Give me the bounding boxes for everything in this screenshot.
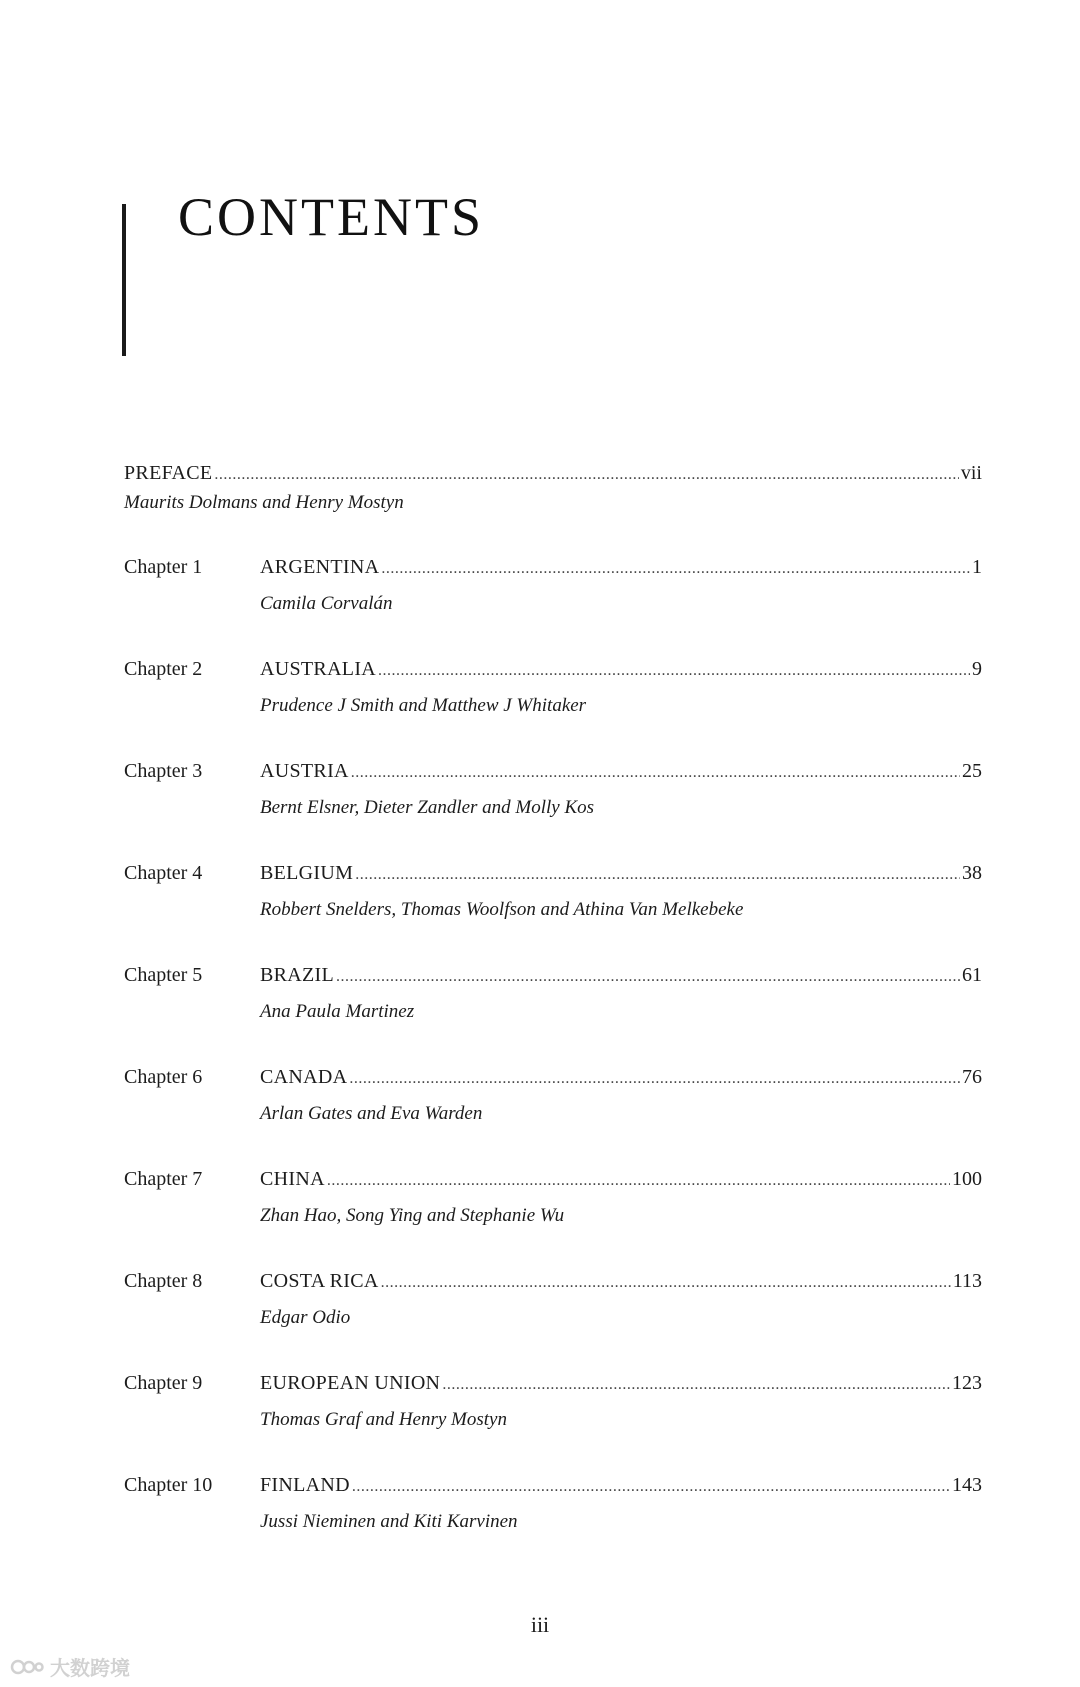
toc-entry-chapter-3[interactable] <box>260 760 982 783</box>
title-rule <box>122 204 126 356</box>
toc-entry-heading: COSTA RICA <box>260 1270 379 1292</box>
toc-entry-heading: BELGIUM <box>260 862 354 884</box>
dot-leader <box>381 560 970 578</box>
toc-entry-authors: Jussi Nieminen and Kiti Karvinen <box>260 1511 518 1532</box>
chapter-label: Chapter 3 <box>124 760 203 782</box>
toc-entry-page-number: 113 <box>952 1270 982 1292</box>
dot-leader <box>351 764 960 782</box>
dot-leader <box>378 662 970 680</box>
toc-entry-authors: Maurits Dolmans and Henry Mostyn <box>124 492 404 513</box>
dot-leader <box>381 1274 951 1292</box>
watermark-text: 大数跨境 <box>50 1656 130 1680</box>
toc-entry-page-number: 76 <box>962 1066 982 1088</box>
toc-entry-authors: Bernt Elsner, Dieter Zandler and Molly Kos <box>260 797 595 818</box>
toc-entry-page-number: 9 <box>972 658 982 680</box>
toc-entry-page-number: 61 <box>962 964 982 986</box>
toc-entry-heading: FINLAND <box>260 1474 350 1496</box>
toc-entry-heading: ARGENTINA <box>260 556 380 578</box>
toc-entry-authors: Prudence J Smith and Matthew J Whitaker <box>260 695 587 716</box>
toc-entry-preface[interactable] <box>124 462 982 485</box>
toc-entry-authors: Camila Corvalán <box>260 593 393 614</box>
dot-leader <box>327 1172 950 1190</box>
toc-entry-chapter-8[interactable] <box>260 1270 982 1293</box>
chapter-label: Chapter 2 <box>124 658 203 680</box>
dot-leader <box>352 1478 950 1496</box>
toc-entry-chapter-5[interactable] <box>260 964 982 987</box>
dot-leader <box>442 1376 950 1394</box>
toc-entry-page-number: 143 <box>952 1474 982 1496</box>
toc-entry-chapter-6[interactable] <box>260 1066 982 1089</box>
toc-entry-authors: Arlan Gates and Eva Warden <box>260 1103 483 1124</box>
chapter-label: Chapter 9 <box>124 1372 203 1394</box>
toc-entry-chapter-9[interactable] <box>260 1372 982 1395</box>
chapter-label: Chapter 1 <box>124 556 203 578</box>
chapter-label: Chapter 8 <box>124 1270 203 1292</box>
dot-leader <box>355 866 960 884</box>
page-title: CONTENTS <box>178 187 484 247</box>
dot-leader <box>349 1070 960 1088</box>
toc-entry-heading: EUROPEAN UNION <box>260 1372 441 1394</box>
toc-entry-chapter-10[interactable] <box>260 1474 982 1497</box>
dot-leader <box>214 466 958 484</box>
toc-entry-heading: AUSTRALIA <box>260 658 377 680</box>
toc-entry-heading: CANADA <box>260 1066 348 1088</box>
toc-entry-page-number: 100 <box>952 1168 982 1190</box>
toc-entry-chapter-7[interactable] <box>260 1168 982 1191</box>
toc-entry-chapter-2[interactable] <box>260 658 982 681</box>
toc-entry-page-number: 25 <box>962 760 982 782</box>
dot-leader <box>336 968 960 986</box>
toc-entry-heading: AUSTRIA <box>260 760 349 782</box>
chapter-label: Chapter 6 <box>124 1066 203 1088</box>
page-number: iii <box>530 1612 550 1637</box>
chapter-label: Chapter 5 <box>124 964 203 986</box>
toc-entry-chapter-1[interactable] <box>260 556 982 579</box>
toc-entry-chapter-4[interactable] <box>260 862 982 885</box>
toc-entry-authors: Thomas Graf and Henry Mostyn <box>260 1409 507 1430</box>
toc-entry-heading: PREFACE <box>124 462 213 484</box>
toc-entry-authors: Ana Paula Martinez <box>260 1001 415 1022</box>
toc-entry-authors: Edgar Odio <box>260 1307 351 1328</box>
toc-entry-heading: BRAZIL <box>260 964 335 986</box>
chapter-label: Chapter 7 <box>124 1168 203 1190</box>
toc-entry-page-number: 123 <box>952 1372 982 1394</box>
toc-entry-page-number: vii <box>960 462 982 484</box>
toc-entry-page-number: 1 <box>972 556 982 578</box>
chapter-label: Chapter 4 <box>124 862 203 884</box>
toc-entry-heading: CHINA <box>260 1168 325 1190</box>
toc-entry-authors: Zhan Hao, Song Ying and Stephanie Wu <box>260 1205 565 1226</box>
toc-entry-page-number: 38 <box>962 862 982 884</box>
watermark <box>10 1652 130 1681</box>
brand-logo-icon <box>10 1657 44 1677</box>
chapter-label: Chapter 10 <box>124 1474 213 1496</box>
toc-entry-authors: Robbert Snelders, Thomas Woolfson and Athina Van Melkebeke <box>260 899 744 920</box>
